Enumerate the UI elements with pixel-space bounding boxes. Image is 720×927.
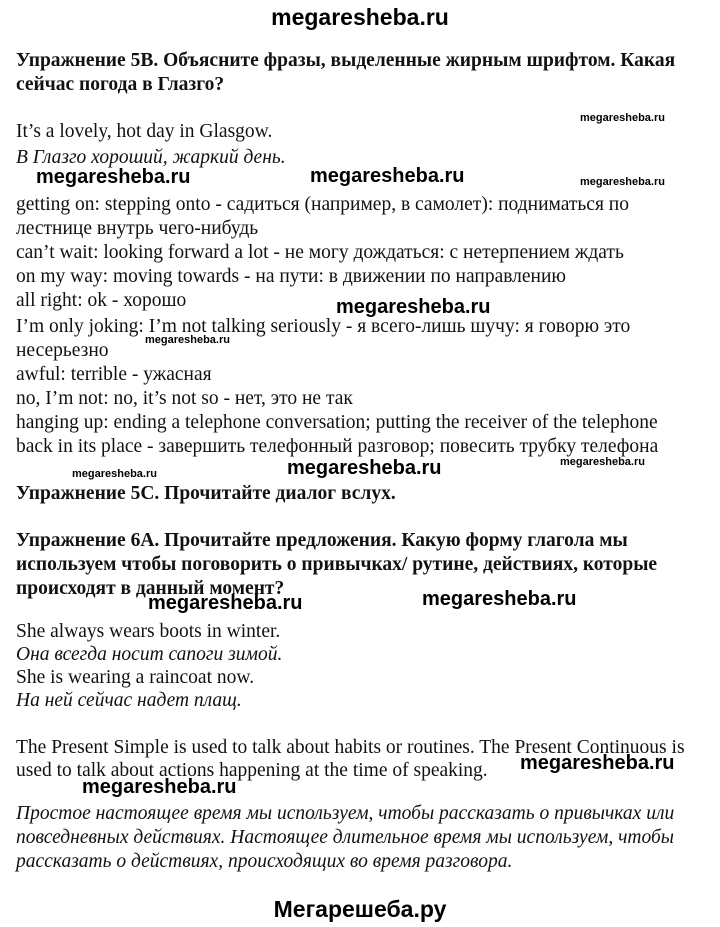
exercise-6a-title-line2: используем чтобы поговорить о привычках/ рутине, действиях, которые	[16, 554, 658, 575]
watermark-large: megaresheba.ru	[422, 588, 577, 610]
exercise-5c-title: Упражнение 5C. Прочитайте диалог вслух.	[16, 483, 396, 504]
exercise-6a-title-line1: Упражнение 6A. Прочитайте предложения. Какую форму глагола мы	[16, 530, 628, 551]
site-header: megaresheba.ru	[271, 4, 449, 30]
watermark-large: megaresheba.ru	[520, 752, 675, 774]
exercise-5b-title-line2: сейчас погода в Глазго?	[16, 74, 225, 95]
explanation-english-line1: The Present Simple is used to talk about habits or routines. The Present Continuous is	[16, 737, 685, 758]
site-footer: Мегарешеба.ру	[273, 896, 447, 922]
watermark-large: megaresheba.ru	[336, 296, 491, 318]
phrase-line: I’m only joking: I’m not talking seriously - я всего-лишь шучу: я говорю это	[16, 316, 631, 337]
exercise-5b-english-sentence: It’s a lovely, hot day in Glasgow.	[16, 121, 273, 142]
phrase-line: can’t wait: looking forward a lot - не могу дождаться: с нетерпением ждать	[16, 242, 624, 263]
example-sentence-english: She always wears boots in winter.	[16, 621, 281, 642]
watermark-large: megaresheba.ru	[287, 457, 442, 479]
watermark-large: megaresheba.ru	[148, 592, 303, 614]
watermark-small: megaresheba.ru	[580, 112, 665, 124]
watermark-small: megaresheba.ru	[72, 468, 157, 480]
exercise-5b-title-line1: Упражнение 5B. Объясните фразы, выделенные жирным шрифтом. Какая	[16, 50, 676, 71]
phrase-line: лестнице внутрь чего-нибудь	[16, 218, 259, 239]
explanation-russian-line1: Простое настоящее время мы используем, чтобы рассказать о привычках или	[16, 803, 675, 824]
phrase-line: awful: terrible - ужасная	[16, 364, 212, 385]
phrase-line: hanging up: ending a telephone conversation; putting the receiver of the telephone	[16, 412, 658, 433]
watermark-small: megaresheba.ru	[145, 334, 230, 346]
phrase-line: on my way: moving towards - на пути: в движении по направлению	[16, 266, 566, 287]
exercise-6a-title-line3: происходят в данный момент?	[16, 578, 285, 599]
explanation-english-line2: used to talk about actions happening at the time of speaking.	[16, 760, 488, 781]
example-sentence-russian: Она всегда носит сапоги зимой.	[16, 644, 283, 665]
phrase-line: all right: ok - хорошо	[16, 290, 187, 311]
phrase-line: getting on: stepping onto - садиться (например, в самолет): подниматься по	[16, 194, 629, 215]
watermark-large: megaresheba.ru	[310, 165, 465, 187]
watermark-large: megaresheba.ru	[36, 166, 191, 188]
watermark-small: megaresheba.ru	[560, 456, 645, 468]
example-sentence-russian: На ней сейчас надет плащ.	[16, 690, 242, 711]
phrase-line: back in its place - завершить телефонный разговор; повесить трубку телефона	[16, 436, 659, 457]
watermark-small: megaresheba.ru	[580, 176, 665, 188]
phrase-line: несерьезно	[16, 340, 109, 361]
watermark-large: megaresheba.ru	[82, 776, 237, 798]
exercise-5b-russian-sentence: В Глазго хороший, жаркий день.	[16, 147, 286, 168]
explanation-russian-line3: рассказать о действиях, происходящих во время разговора.	[16, 851, 513, 872]
explanation-russian-line2: повседневных действиях. Настоящее длительное время мы используем, чтобы	[16, 827, 674, 848]
phrase-line: no, I’m not: no, it’s not so - нет, это не так	[16, 388, 353, 409]
example-sentence-english: She is wearing a raincoat now.	[16, 667, 255, 688]
